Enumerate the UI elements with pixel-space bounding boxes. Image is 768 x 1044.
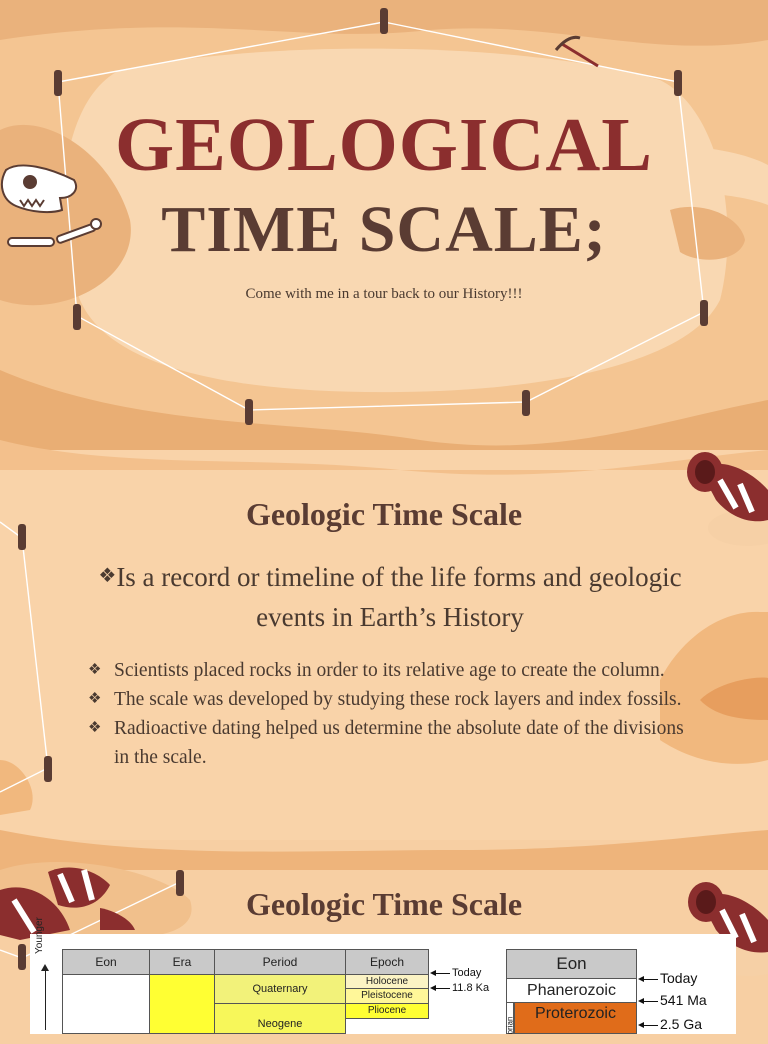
main-title-line-1: GEOLOGICAL <box>115 103 653 187</box>
eon-table-header: Eon <box>506 949 637 979</box>
eon-marker-today: Today <box>640 970 697 986</box>
epoch-cell: Holocene <box>345 974 429 989</box>
list-item <box>88 656 688 685</box>
diamond-bullet-icon: ❖ <box>98 565 117 587</box>
younger-arrow-icon <box>45 970 46 1030</box>
marker-11-8-ka: 11.8 Ka <box>432 982 489 994</box>
definition-text <box>90 556 690 637</box>
list-item <box>88 714 688 772</box>
main-title-line-2: TIME SCALE; <box>161 193 607 266</box>
side-strip: orian <box>506 1002 514 1034</box>
left-arrow-icon <box>640 1001 658 1002</box>
marker-today: Today <box>432 967 481 979</box>
header-eon: Eon <box>62 949 150 975</box>
eon-row-proterozoic: Proterozoic <box>514 1002 637 1034</box>
section-heading: Geologic Time Scale <box>245 496 523 532</box>
bullet-text: Scientists placed rocks in order to its relative age to create the column. <box>114 660 665 681</box>
eon-cell <box>62 974 150 1034</box>
bullet-list <box>88 656 688 772</box>
list-item <box>88 685 688 714</box>
epoch-cell: Pliocene <box>345 1003 429 1019</box>
left-arrow-icon <box>432 973 450 974</box>
arrow-head-icon <box>41 964 49 971</box>
period-cell: Quaternary <box>214 974 346 1004</box>
section-heading-2: Geologic Time Scale <box>245 886 523 922</box>
epoch-cell: Pleistocene <box>345 988 429 1004</box>
subtitle: Come with me in a tour back to our History!!! <box>245 286 523 302</box>
geologic-time-scale-table <box>30 917 736 1035</box>
left-arrow-icon <box>640 979 658 980</box>
diamond-bullet-icon: ❖ <box>88 662 102 678</box>
eon-marker-2-5-ga: 2.5 Ga <box>640 1016 702 1032</box>
diamond-bullet-icon: ❖ <box>88 720 102 736</box>
header-epoch: Epoch <box>345 949 429 975</box>
bullet-text: Radioactive dating helped us determine the absolute date of the divisions in the scale. <box>114 718 684 768</box>
header-era: Era <box>149 949 215 975</box>
left-arrow-icon <box>640 1025 658 1026</box>
younger-label: Younger <box>34 917 45 954</box>
diamond-bullet-icon: ❖ <box>88 691 102 707</box>
eon-marker-541-ma: 541 Ma <box>640 992 707 1008</box>
left-arrow-icon <box>432 988 450 989</box>
eon-row-phanerozoic: Phanerozoic <box>506 978 637 1003</box>
bullet-text: The scale was developed by studying these rock layers and index fossils. <box>114 689 682 710</box>
header-period: Period <box>214 949 346 975</box>
period-cell: Neogene <box>214 1003 346 1034</box>
definition-body: Is a record or timeline of the life forms and geologic events in Earth’s History <box>116 562 682 632</box>
era-cell <box>149 974 215 1034</box>
